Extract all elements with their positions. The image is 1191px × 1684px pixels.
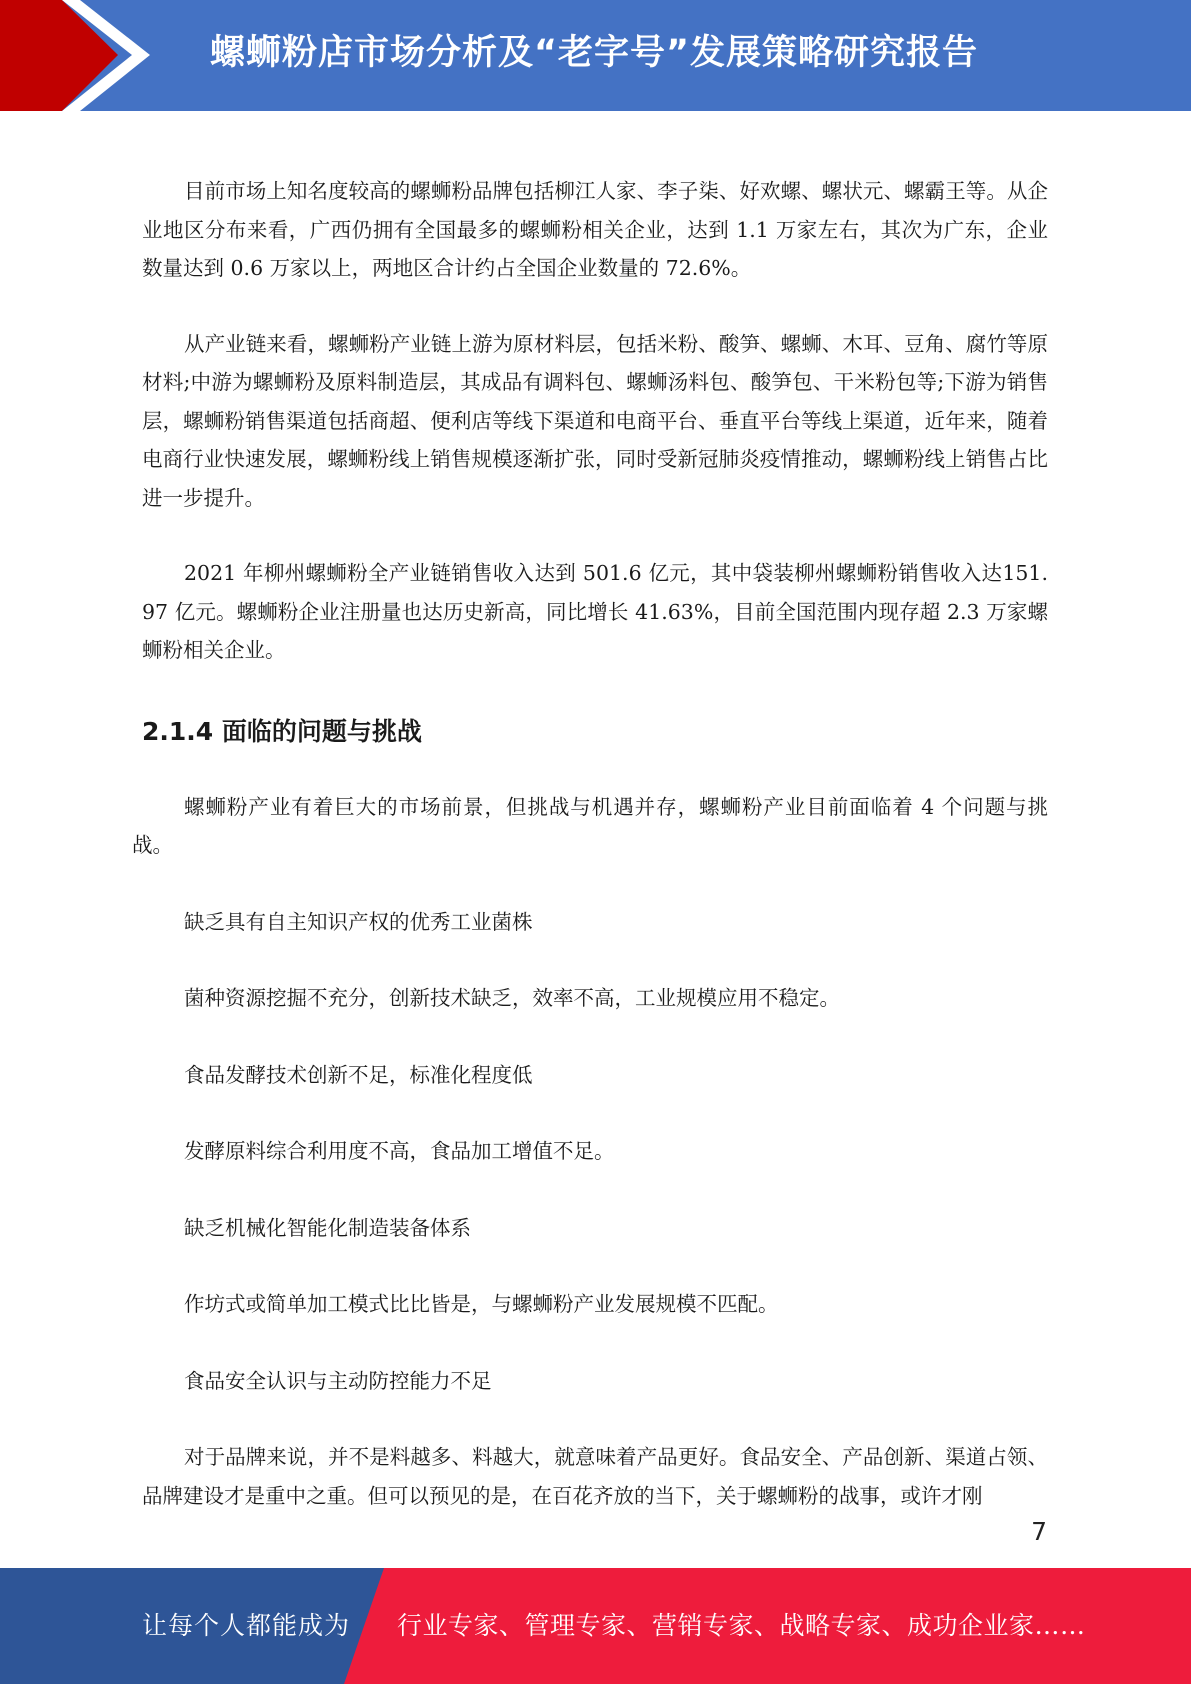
section-heading: 2.1.4 面临的问题与挑战 xyxy=(142,716,422,746)
challenge-title: 食品发酵技术创新不足，标准化程度低 xyxy=(184,1062,533,1087)
challenge-detail: 作坊式或简单加工模式比比皆是，与螺蛳粉产业发展规模不匹配。 xyxy=(184,1292,779,1316)
challenge-detail: 菌种资源挖掘不充分，创新技术缺乏，效率不高，工业规模应用不稳定。 xyxy=(184,986,840,1010)
page-content xyxy=(132,172,1048,1515)
footer-slogan-right: 行业专家、管理专家、营销专家、战略专家、成功企业家…… xyxy=(397,1611,1086,1640)
challenge-title: 食品安全认识与主动防控能力不足 xyxy=(184,1368,492,1393)
paragraph: 对于品牌来说，并不是料越多、料越大，就意味着产品更好。食品安全、产品创新、渠道占领、品牌建设才是重中之重。但可以预见的是，在百花齐放的当下，关于螺蛳粉的战事，或许才刚 xyxy=(142,1445,1048,1508)
challenge-title: 缺乏具有自主知识产权的优秀工业菌株 xyxy=(184,909,533,934)
page-number: 7 xyxy=(1031,1517,1047,1546)
paragraph: 从产业链来看，螺蛳粉产业链上游为原材料层，包括米粉、酸笋、螺蛳、木耳、豆角、腐竹等原材料;中游为螺蛳粉及原料制造层，其成品有调料包、螺蛳汤料包、酸笋包、干米粉包等;下游为销售层，螺蛳粉销售渠道包括商超、便利店等线下渠道和电商平台、垂直平台等线上渠道，近年来，随着电商行业快速发展，螺蛳粉线上销售规模逐渐扩张，同时受新冠肺炎疫情推动，螺蛳粉线上销售占比进一步提升。 xyxy=(142,331,1048,510)
paragraph: 2021 年柳州螺蛳粉全产业链销售收入达到 501.6 亿元，其中袋装柳州螺蛳粉销售收入达151.97 亿元。螺蛳粉企业注册量也达历史新高，同比增长 41.63%，目前全国范围内现存超 2.3 万家螺蛳粉相关企业。 xyxy=(142,561,1048,662)
paragraph: 螺蛳粉产业有着巨大的市场前景，但挑战与机遇并存，螺蛳粉产业目前面临着 4 个问题与挑战。 xyxy=(132,794,1048,857)
footer-slogan-left: 让每个人都能成为 xyxy=(142,1611,351,1640)
challenge-title: 缺乏机械化智能化制造装备体系 xyxy=(184,1215,471,1240)
page-header xyxy=(0,0,1191,111)
document-title: 螺蛳粉店市场分析及“老字号”发展策略研究报告 xyxy=(210,33,979,73)
paragraph: 目前市场上知名度较高的螺蛳粉品牌包括柳江人家、李子柒、好欢螺、螺状元、螺霸王等。从企业地区分布来看，广西仍拥有全国最多的螺蛳粉相关企业，达到 1.1 万家左右，其次为广东，企业数量达到 0.6 万家以上，两地区合计约占全国企业数量的 72.6%。 xyxy=(142,179,1048,280)
header-arrow-decoration xyxy=(0,0,160,111)
page-footer xyxy=(0,1568,1191,1684)
challenge-detail: 发酵原料综合利用度不高，食品加工增值不足。 xyxy=(184,1139,615,1163)
